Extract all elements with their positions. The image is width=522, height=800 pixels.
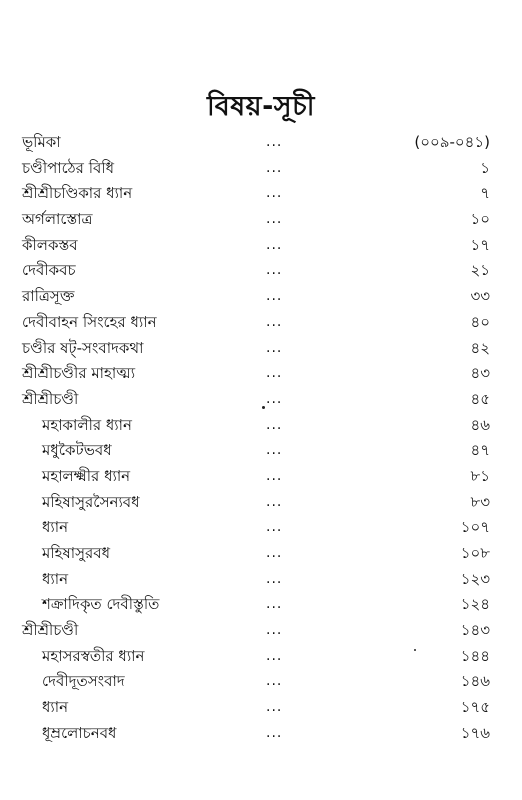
toc-entry-page-number: ১৭৬ bbox=[460, 723, 490, 742]
toc-entry bbox=[0, 721, 522, 747]
toc-entry-label: মহাকালীর ধ্যান bbox=[42, 415, 132, 434]
toc-entry-page-number: ১০৮ bbox=[460, 544, 490, 562]
toc-entry bbox=[0, 207, 522, 233]
toc-leader-dots: ... bbox=[266, 724, 283, 741]
toc-entry-page-number: ৪৫ bbox=[470, 389, 490, 408]
toc-entry bbox=[0, 310, 522, 336]
toc-entry-page-number: ৭ bbox=[480, 184, 490, 203]
toc-entry bbox=[0, 233, 522, 259]
toc-entry bbox=[0, 438, 522, 464]
toc-entry-page-number: ৪০ bbox=[470, 312, 490, 331]
toc-leader-dots: ... bbox=[266, 262, 283, 279]
toc-entry-label: মহাসরস্বতীর ধ্যান bbox=[42, 646, 145, 665]
toc-entry bbox=[0, 490, 522, 516]
toc-entry bbox=[0, 413, 522, 439]
toc-leader-dots: ... bbox=[266, 390, 283, 407]
toc-entry-page-number: ১৪৬ bbox=[460, 672, 490, 691]
toc-entry-page-number: ৩৩ bbox=[470, 287, 490, 306]
toc-entry-label: শ্রীশ্রীচণ্ডী bbox=[22, 621, 79, 640]
toc-entry-label: দেবীবাহন সিংহের ধ্যান bbox=[22, 312, 157, 331]
toc-entry-label: চণ্ডীর ষট্-সংবাদকথা bbox=[22, 338, 144, 357]
toc-entry-page-number: ১৪৪ bbox=[460, 646, 490, 665]
toc-leader-dots: ... bbox=[266, 570, 283, 587]
toc-entry-label: ভূমিকা bbox=[22, 133, 61, 151]
toc-entry-page-number: ৪৬ bbox=[470, 415, 490, 434]
toc-entry bbox=[0, 130, 522, 156]
toc-entry-label: কীলকস্তব bbox=[22, 235, 78, 254]
toc-entry bbox=[0, 464, 522, 490]
toc-entry-page-number: ১৭ bbox=[470, 235, 490, 254]
toc-entry bbox=[0, 541, 522, 567]
toc-entry-page-number: ১ bbox=[480, 158, 490, 177]
toc-entry-page-number: ১৪৩ bbox=[460, 621, 490, 640]
table-of-contents bbox=[0, 130, 522, 747]
toc-entry-label: মধুকৈটভবধ bbox=[42, 441, 112, 460]
toc-entry-label: চণ্ডীপাঠের বিধি bbox=[22, 158, 115, 177]
toc-entry-page-number: ৮১ bbox=[470, 466, 490, 485]
toc-entry bbox=[0, 592, 522, 618]
toc-entry-label: শ্রীশ্রীচণ্ডী bbox=[22, 389, 79, 408]
toc-entry-page-number: ৪৩ bbox=[470, 364, 490, 383]
toc-entry bbox=[0, 156, 522, 182]
toc-entry bbox=[0, 695, 522, 721]
toc-leader-dots: ... bbox=[266, 365, 283, 382]
toc-leader-dots: ... bbox=[266, 699, 283, 716]
toc-entry-label: শ্রীশ্রীচণ্ডীর মাহাত্ম্য bbox=[22, 364, 136, 383]
toc-leader-dots: ... bbox=[266, 416, 283, 433]
toc-entry bbox=[0, 336, 522, 362]
toc-leader-dots: ... bbox=[266, 134, 283, 150]
toc-entry-label: শ্রীশ্রীচণ্ডিকার ধ্যান bbox=[22, 184, 133, 203]
toc-leader-dots: ... bbox=[266, 673, 283, 690]
toc-entry-label: শক্রাদিকৃত দেবীস্তুতি bbox=[42, 595, 160, 614]
toc-entry bbox=[0, 284, 522, 310]
toc-entry bbox=[0, 567, 522, 593]
toc-leader-dots: ... bbox=[266, 236, 283, 253]
toc-entry-page-number: ১০৭ bbox=[460, 518, 490, 537]
toc-entry-label: অর্গলাস্তোত্র bbox=[22, 210, 93, 229]
toc-leader-dots: ... bbox=[266, 596, 283, 613]
toc-entry-page-number: ১৭৫ bbox=[460, 698, 490, 717]
toc-leader-dots: ... bbox=[266, 288, 283, 305]
toc-leader-dots: ... bbox=[266, 185, 283, 202]
toc-leader-dots: ... bbox=[266, 519, 283, 536]
toc-entry-label: মহিষাসুরসৈন্যবধ bbox=[42, 492, 140, 511]
print-speck bbox=[262, 406, 265, 409]
toc-entry-label: ধ্যান bbox=[42, 698, 69, 717]
page-title: বিষয়-সূচী bbox=[207, 91, 315, 122]
toc-entry-label: ধ্যান bbox=[42, 569, 69, 588]
toc-entry bbox=[0, 361, 522, 387]
toc-entry-label: মহালক্ষ্মীর ধ্যান bbox=[42, 466, 131, 485]
toc-entry bbox=[0, 644, 522, 670]
print-speck bbox=[414, 649, 416, 651]
toc-entry-label: ধূম্রলোচনবধ bbox=[42, 723, 117, 742]
toc-entry-label: রাত্রিসূক্ত bbox=[22, 287, 75, 306]
toc-entry-label: ধ্যান bbox=[42, 518, 69, 537]
toc-entry bbox=[0, 181, 522, 207]
toc-leader-dots: ... bbox=[266, 622, 283, 639]
toc-entry-label: মহিষাসুরবধ bbox=[42, 544, 111, 562]
toc-leader-dots: ... bbox=[266, 647, 283, 664]
toc-entry-page-number: ১২৩ bbox=[460, 569, 490, 588]
toc-entry bbox=[0, 669, 522, 695]
toc-entry-page-number: ৮৩ bbox=[470, 492, 490, 511]
toc-entry bbox=[0, 515, 522, 541]
toc-leader-dots: ... bbox=[266, 313, 283, 330]
toc-leader-dots: ... bbox=[266, 159, 283, 176]
toc-entry bbox=[0, 387, 522, 413]
toc-leader-dots: ... bbox=[266, 545, 283, 561]
toc-entry-page-number: ১০ bbox=[470, 210, 490, 229]
toc-entry bbox=[0, 618, 522, 644]
toc-entry-label: দেবীদূতসংবাদ bbox=[42, 672, 125, 691]
toc-entry-page-number: ২১ bbox=[470, 261, 490, 280]
toc-leader-dots: ... bbox=[266, 211, 283, 228]
toc-entry-page-number: ১২৪ bbox=[460, 595, 490, 614]
toc-entry-page-number: (০০৯-০৪১) bbox=[414, 133, 490, 151]
toc-entry-label: দেবীকবচ bbox=[22, 261, 76, 280]
toc-entry-page-number: ৪২ bbox=[470, 338, 490, 357]
toc-leader-dots: ... bbox=[266, 493, 283, 510]
toc-entry bbox=[0, 258, 522, 284]
toc-leader-dots: ... bbox=[266, 339, 283, 356]
toc-leader-dots: ... bbox=[266, 467, 283, 484]
toc-leader-dots: ... bbox=[266, 442, 283, 459]
toc-entry-page-number: ৪৭ bbox=[470, 441, 490, 460]
